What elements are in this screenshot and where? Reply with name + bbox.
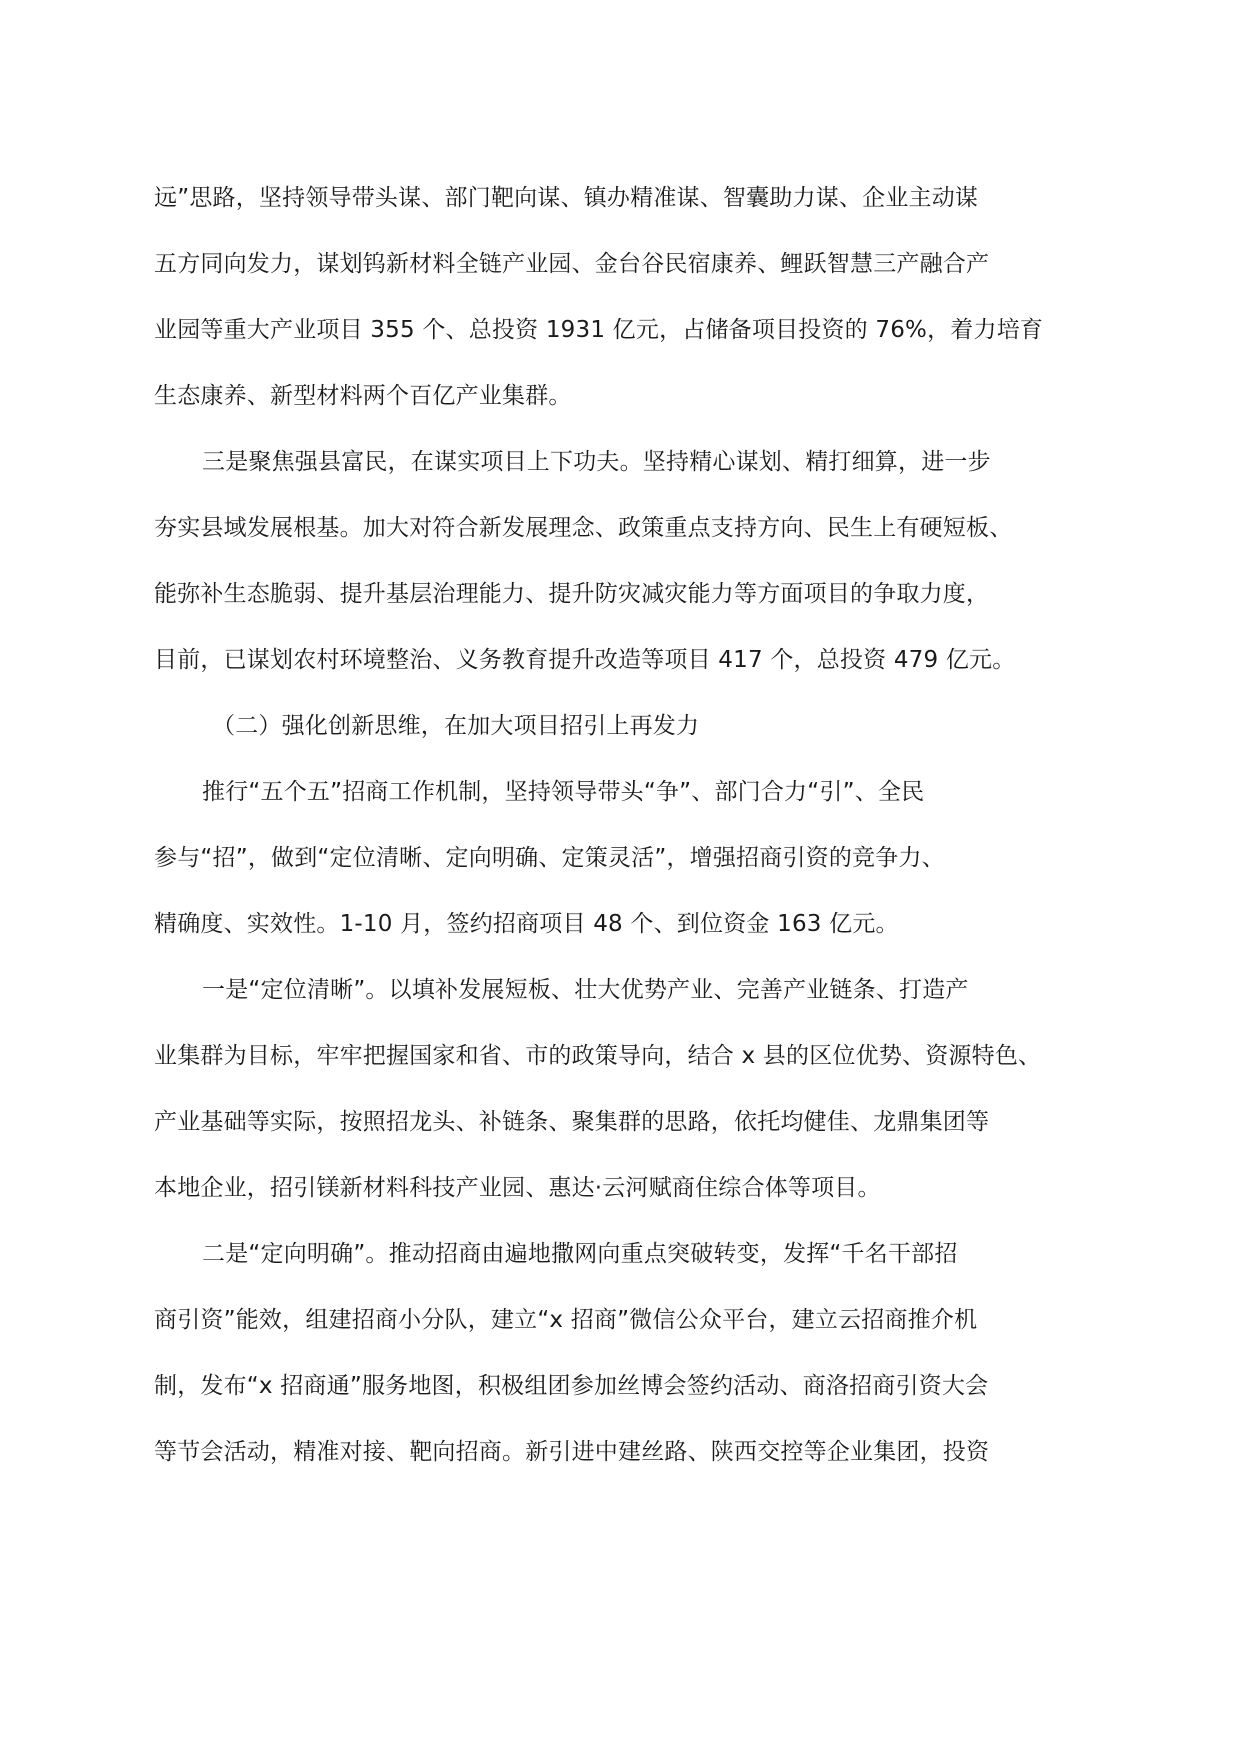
text-line: 产业基础等实际，按照招龙头、补链条、聚集群的思路，依托均健佳、龙鼎集团等 (154, 1109, 990, 1135)
text-line: 三是聚焦强县富民，在谋实项目上下功夫。坚持精心谋划、精打细算，进一步 (202, 449, 991, 475)
text-line: 生态康养、新型材料两个百亿产业集群。 (154, 383, 572, 409)
paragraph (154, 968, 1094, 1210)
section-heading (154, 704, 1094, 748)
paragraph (154, 1232, 1094, 1474)
text-line: 远”思路，坚持领导带头谋、部门靶向谋、镇办精准谋、智囊助力谋、企业主动谋 (154, 185, 979, 211)
text-line: 能弥补生态脆弱、提升基层治理能力、提升防灾减灾能力等方面项目的争取力度， (154, 581, 990, 607)
paragraph (154, 440, 1094, 682)
text-line: 二是“定向明确”。推动招商由遍地撒网向重点突破转变，发挥“千名干部招 (202, 1241, 958, 1267)
text-line: 制，发布“x 招商通”服务地图，积极组团参加丝博会签约活动、商洛招商引资大会 (154, 1373, 989, 1399)
text-line: 业园等重大产业项目 355 个、总投资 1931 亿元，占储备项目投资的 76%，着力培育 (154, 317, 1044, 343)
text-line: 五方同向发力，谋划钨新材料全链产业园、金台谷民宿康养、鲤跃智慧三产融合产 (154, 251, 990, 277)
text-line: 一是“定位清晰”。以填补发展短板、壮大优势产业、完善产业链条、打造产 (202, 977, 969, 1003)
text-line: 商引资”能效，组建招商小分队，建立“x 招商”微信公众平台，建立云招商推介机 (154, 1307, 978, 1333)
text-line: 精确度、实效性。1-10 月，签约招商项目 48 个、到位资金 163 亿元。 (154, 911, 899, 937)
paragraph (154, 770, 1094, 946)
text-line: 目前，已谋划农村环境整治、义务教育提升改造等项目 417 个，总投资 479 亿元。 (154, 647, 1016, 673)
document-body (154, 176, 1094, 1496)
text-line: 推行“五个五”招商工作机制，坚持领导带头“争”、部门合力“引”、全民 (202, 779, 925, 805)
text-line: 业集群为目标，牢牢把握国家和省、市的政策导向，结合 x 县的区位优势、资源特色、 (154, 1043, 1042, 1069)
text-line: 本地企业，招引镁新材料科技产业园、惠达·云河赋商住综合体等项目。 (154, 1175, 881, 1201)
paragraph (154, 176, 1094, 418)
heading-line: （二）强化创新思维，在加大项目招引上再发力 (212, 713, 700, 739)
text-line: 等节会活动，精准对接、靶向招商。新引进中建丝路、陕西交控等企业集团，投资 (154, 1439, 990, 1465)
text-line: 参与“招”，做到“定位清晰、定向明确、定策灵活”，增强招商引资的竞争力、 (154, 845, 945, 871)
text-line: 夯实县域发展根基。加大对符合新发展理念、政策重点支持方向、民生上有硬短板、 (154, 515, 1013, 541)
